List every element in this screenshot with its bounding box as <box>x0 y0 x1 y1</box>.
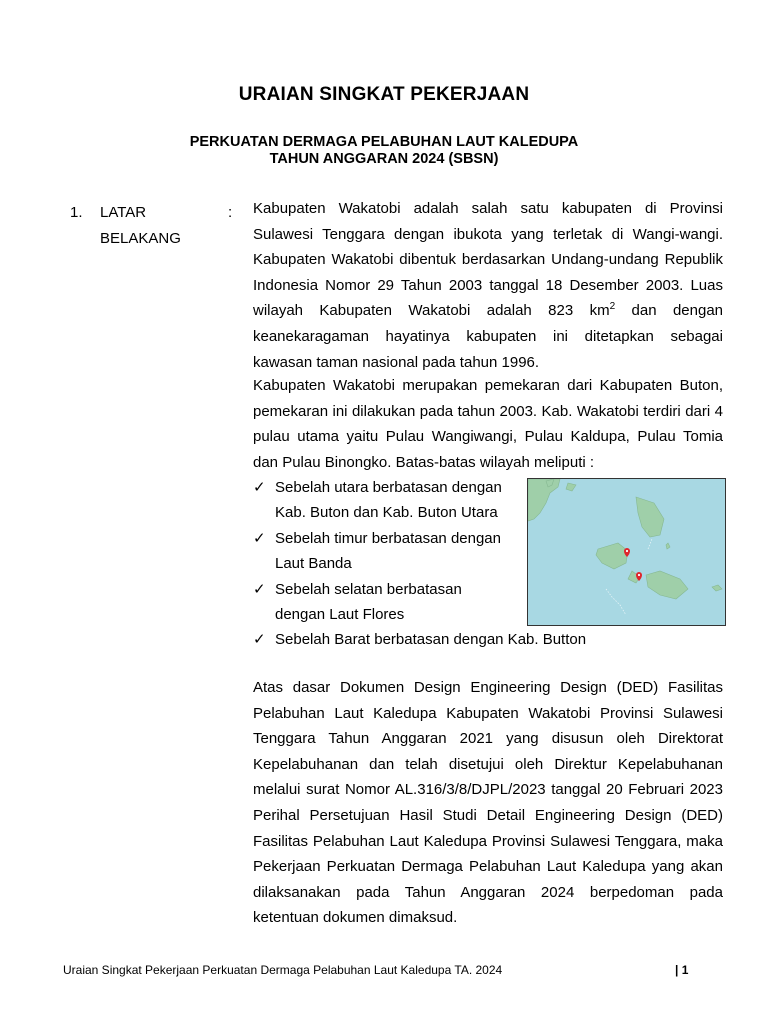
paragraph-2 <box>253 373 723 475</box>
section-number: 1. <box>70 204 83 221</box>
document-subtitle-line1: PERKUATAN DERMAGA PELABUHAN LAUT KALEDUPA <box>189 134 579 150</box>
check-icon: ✓ <box>253 529 266 547</box>
list-item <box>253 627 586 652</box>
list-item-line2: Laut Banda <box>275 555 352 573</box>
check-icon: ✓ <box>253 631 266 649</box>
section-label <box>100 200 210 252</box>
document-subtitle-line2: TAHUN ANGGARAN 2024 (SBSN) <box>269 151 499 167</box>
paragraph-2-text: Kabupaten Wakatobi merupakan pemekaran dari Kabupaten Buton, pemekaran ini dilakukan pada tahun 2003. Kab. Wakatobi terdiri dari 4 pulau utama yaitu Pulau Wangiwangi, Pulau Kaldupa, Pulau Tomia dan Pulau Binongko. Batas-batas wilayah meliputi : <box>253 377 723 471</box>
document-title: URAIAN SINGKAT PEKERJAAN <box>238 84 530 105</box>
map-graphic <box>528 479 726 626</box>
paragraph-1-text-b: dan dengan keanekaragaman hayatinya kabupaten ini ditetapkan sebagai kawasan taman nasional pada tahun 1996. <box>253 302 723 371</box>
check-icon: ✓ <box>253 479 266 496</box>
check-icon: ✓ <box>253 580 266 598</box>
section-colon: : <box>228 204 233 221</box>
list-item-line1: Sebelah timur berbatasan dengan <box>275 529 501 547</box>
wakatobi-map <box>527 478 726 626</box>
list-item-line1: Sebelah utara berbatasan dengan <box>275 479 502 496</box>
paragraph-1 <box>253 196 723 375</box>
list-item-line1: Sebelah selatan berbatasan <box>275 580 462 598</box>
section-label-line1: LATAR <box>100 204 147 221</box>
superscript-2: 2 <box>609 301 616 313</box>
paragraph-3 <box>253 675 723 931</box>
list-item-line2: dengan Laut Flores <box>275 606 405 624</box>
footer-text: Uraian Singkat Pekerjaan Perkuatan Dermaga Pelabuhan Laut Kaledupa TA. 2024 <box>63 963 503 977</box>
list-item-line2: Kab. Buton dan Kab. Buton Utara <box>275 504 498 522</box>
paragraph-3-text: Atas dasar Dokumen Design Engineering Design (DED) Fasilitas Pelabuhan Laut Kaledupa Kabupaten Wakatobi Provinsi Sulawesi Tenggara Tahun Anggaran 2021 yang disusun oleh Direktorat Kepelabuhanan dan telah disetujui oleh Direktur Kepelabuhanan melalui surat Nomor AL.316/3/8/DJPL/2023 tanggal 20 Februari 2023 Perihal Persetujuan Hasil Studi Detail Engineering Design (DED) Fasilitas Pelabuhan Laut Kaledupa Provinsi Sulawesi Tenggara, maka Pekerjaan Perkuatan Dermaga Pelabuhan Laut Kaledupa yang akan dilaksanakan pada Tahun Anggaran 2024 berpedoman pada ketentuan dokumen dimaksud. <box>253 679 723 927</box>
section-label-line2: BELAKANG <box>100 230 181 247</box>
paragraph-1-text-a: Kabupaten Wakatobi adalah salah satu kabupaten di Provinsi Sulawesi Tenggara dengan ibukota yang terletak di Wangi-wangi. Kabupaten Wakatobi dibentuk berdasarkan Undang-undang Republik Indonesia Nomor 29 Tahun 2003 tanggal 18 Desember 2003. Luas wilayah Kabupaten Wakatobi adalah 823 km <box>253 200 723 320</box>
page-number: | 1 <box>675 963 689 977</box>
list-item-line1: Sebelah Barat berbatasan dengan Kab. Button <box>275 631 587 649</box>
